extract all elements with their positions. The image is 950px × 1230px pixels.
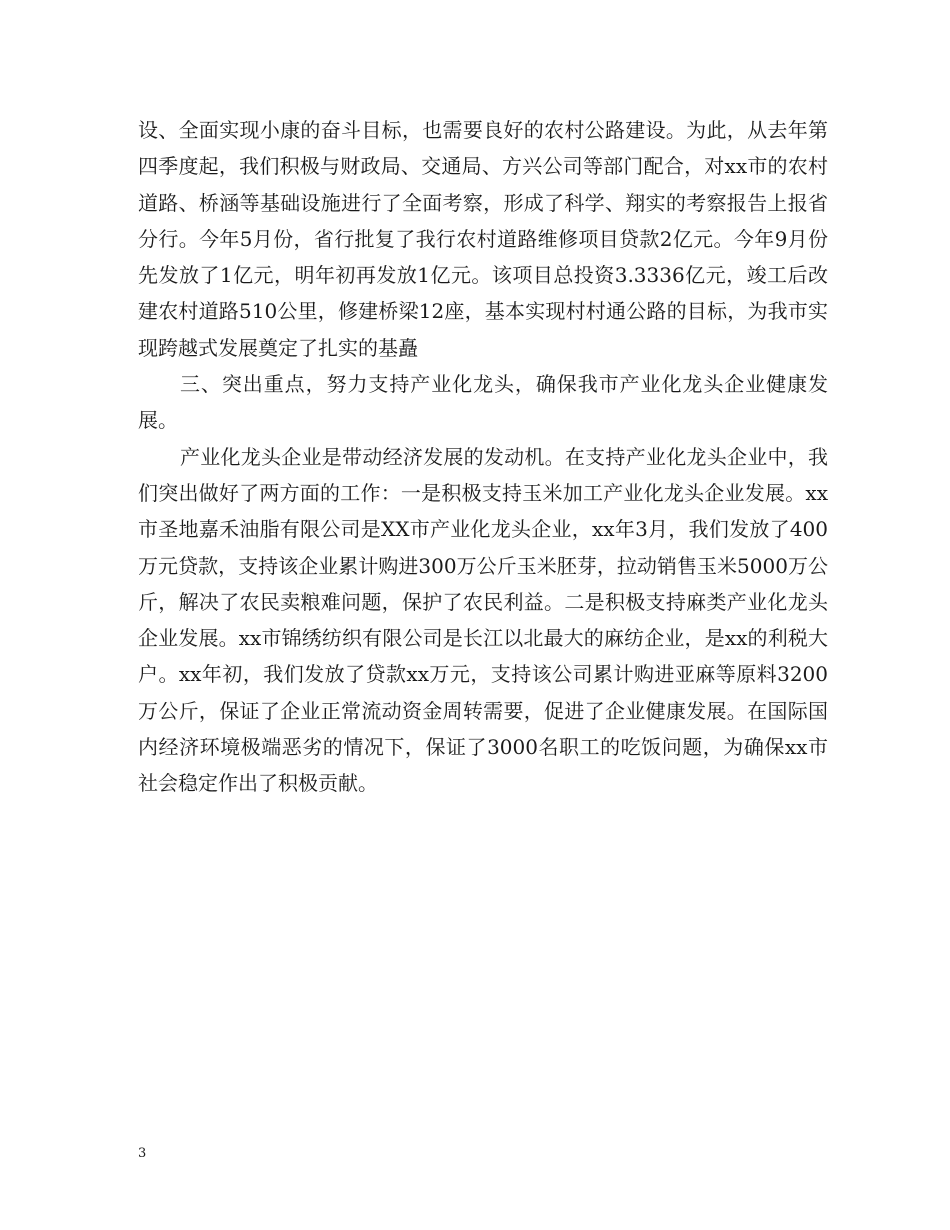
body-text <box>138 112 828 802</box>
paragraph-continuation: 设、全面实现小康的奋斗目标，也需要良好的农村公路建设。为此，从去年第四季度起，我们积极与财政局、交通局、方兴公司等部门配合，对xx市的农村道路、桥涵等基础设施进行了全面考察，形成了科学、翔实的考察报告上报省分行。今年5月份，省行批复了我行农村道路维修项目贷款2亿元。今年9月份先发放了1亿元，明年初再发放1亿元。该项目总投资3.3336亿元，竣工后改建农村道路510公里，修建桥梁12座，基本实现村村通公路的目标，为我市实现跨越式发展奠定了扎实的基矗 <box>138 118 828 360</box>
page-number: 3 <box>138 1146 147 1161</box>
paragraph-heading-section-three: 三、突出重点，努力支持产业化龙头，确保我市产业化龙头企业健康发展。 <box>138 372 828 433</box>
paragraph-body: 产业化龙头企业是带动经济发展的发动机。在支持产业化龙头企业中，我们突出做好了两方面的工作：一是积极支持玉米加工产业化龙头企业发展。xx市圣地嘉禾油脂有限公司是XX市产业化龙头企业，xx年3月，我们发放了400万元贷款，支持该企业累计购进300万公斤玉米胚芽，拉动销售玉米5000万公斤，解决了农民卖粮难问题，保护了农民利益。二是积极支持麻类产业化龙头企业发展。xx市锦绣纺织有限公司是长江以北最大的麻纺企业，是xx的利税大户。xx年初，我们发放了贷款xx万元，支持该公司累计购进亚麻等原料3200万公斤，保证了企业正常流动资金周转需要，促进了企业健康发展。在国际国内经济环境极端恶劣的情况下，保证了3000名职工的吃饭问题，为确保xx市社会稳定作出了积极贡献。 <box>138 444 828 796</box>
